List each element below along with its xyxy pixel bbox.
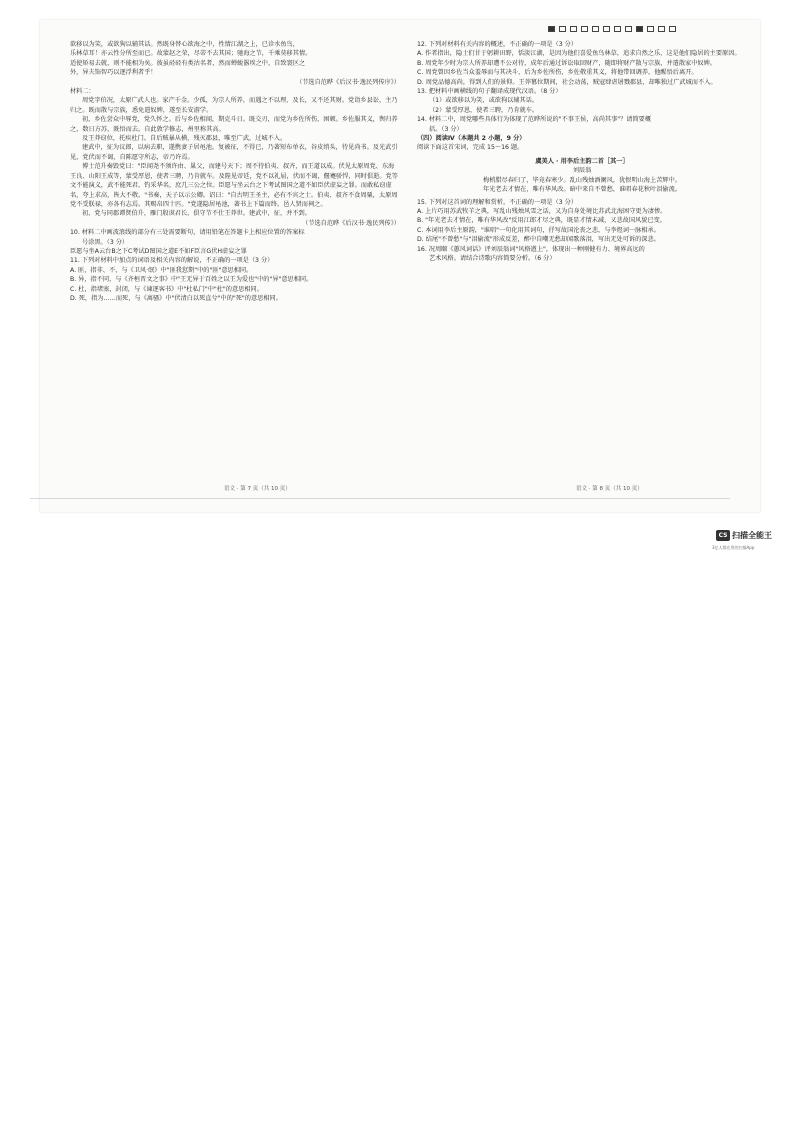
scanner-watermark — [716, 530, 772, 541]
question-11: 11. 下列对材料中加点的词语及相关内容的解说，不正确的一项是（3 分） — [70, 257, 274, 265]
camscanner-logo-icon: CS — [716, 530, 730, 541]
question-10-cont: 号涂黑。（3 分） — [82, 238, 129, 246]
option-d: D. 周党品德高尚，得到人们的景仰。王莽篡位期间，社会动荡，贼寇肆虐屠戮郡县，却唯独过广武城而不入。 — [417, 78, 717, 86]
answer-marker-boxes — [548, 26, 676, 32]
section-heading: （四）阅读Ⅳ（本题共 2 小题，9 分） — [417, 135, 526, 143]
option-a: A. 匪，指非、不，与《卫风·氓》中"匪我愆期"中的"匪"意思相同。 — [70, 266, 253, 274]
intro-line: 适使矫易去就，则不能相为矣。彼虽硁硁有类沽名者，然而蝉蜕嚣埃之中，自致寰区之 — [70, 59, 306, 67]
question-10: 10. 材料二中画波浪线的部分有三处需要断句，请用铅笔在答题卡上相应位置的答案标 — [70, 229, 305, 237]
intro-line: 欲移以为笑，或欲狗以辅其话。然既身替心欲海之中，性情江湖之上，已诊水鱼鸟， — [70, 41, 299, 48]
option-b: B. "年光老去才情在，唯有华风改"反用江郎才尽之典，既显才情未减，又悲故国风貌已变。 — [417, 217, 666, 225]
section-intro: 阅读下面这首宋词，完成 15～16 题。 — [417, 144, 524, 152]
q10-sentence: 臣愿与坐A云台B之下C考试D图国之道E不如F臣言G伏H虚妄之罪 — [70, 247, 247, 255]
option-a: A. 上片巧用苏武牧羊之典，写乱山残烛风雪之话，又为自身处境比苏武北海困守更为凄惨。 — [417, 207, 667, 215]
question-13: 13. 把材料中画横线的句子翻译成现代汉语。（8 分） — [417, 88, 562, 96]
question-16: 16. 况周颐《蕙风词话》评刘辰翁词"风格遒上"，体现出一种刚健有力、境界高远的 — [417, 245, 645, 253]
scanner-tagline: 3亿人都在用的扫描App — [712, 545, 755, 550]
intro-line: 乐林草耳！亦云性分所至而已。故蒙赵之荣，尽蒂不去其国；驰海之节，千乘莫移其情。 — [70, 50, 312, 58]
source-citation: （节选自范晔《后汉书·逸民列传序》） — [295, 78, 400, 86]
material-paragraph: 初，乡佐尝众中辱党，党久怀之。后与乡佐相闻，期克斗日。既交刃，而党为乡佐所伤，困顿。乡佐服其义，舆归养之，数日方苏，既悟而去。自此敦学修志，州里称其高。 — [70, 116, 398, 133]
option-b: B. 异，指不同，与《齐桓晋文之事》中"王无异于百姓之以王为爱也"中的"异"意思相同。 — [70, 276, 313, 284]
page-footer: 语文 · 第 7 页（共 10 页） — [224, 486, 291, 492]
poem-title: 虞美人 · 用李后主韵二首［其一］ — [535, 157, 629, 165]
poem-line: 梅梢腊尽春归了，毕竟春寒少。乱山残烛酒阑风，犹恨明山海上苦辉中。 — [483, 176, 681, 184]
question-14-cont: 括。（3 分） — [429, 125, 463, 133]
option-c: C. 杜，指堵塞，封闭，与《谏逐客书》中"杜私门"中"杜"的意思相同。 — [70, 285, 263, 293]
option-c: C. 周党曾因乡佐当众羞辱而与其决斗，后为乡佐所伤，乡佐敬重其义，将他带回调养，他醒悟后离开。 — [417, 69, 698, 77]
poem-line: 年光老去才情在，唯有华风改。暗中来自不曾愁，谁唱春花秋叶泪偷流。 — [483, 186, 681, 194]
divider — [30, 498, 730, 499]
page-7 — [70, 40, 400, 303]
material-paragraph: 建武中，征为议郎，以病去职，遂携妻子居黾池。复被征，不得已，乃著短布单衣，谷皮绡头，待见尚书。及光武引见，党伏而不谒，自陈愿守所志，帝乃许焉。 — [70, 144, 398, 161]
page-footer: 语文 · 第 8 页（共 10 页） — [576, 486, 643, 492]
question-16-cont: 艺术风格。请结合诗歌内容简要分析。（6 分） — [429, 254, 556, 262]
option-b: B. 周党年少时为宗人所养却遭不公对待，成年后通过诉讼取回财产，随即将财产散与宗族，并遣散家中奴婢。 — [417, 59, 716, 67]
option-d: D. 结尾"不曾愁"与"泪偷流"形成反差，醉中自嘲无愁却闻歌落泪，写出无处可诉的深悲。 — [417, 236, 660, 244]
material-paragraph: 周党字伯况，太原广武人也。家产千金。少孤，为宗人所养，而遇之不以理，及长，又不还其财。党诣乡县讼，主乃归之。既而散与宗族，悉免遣奴婢，遂至长安游学。 — [70, 97, 398, 114]
material-paragraph: 博士范升奏毁党曰："臣闻尧不须许由、巢父，而建号天下；周不待伯夷、叔齐，而王道以成。伏见太原周党、东海王良、山阳王成等，蒙受厚恩，使者三聘，乃肯就车。及陛见帝廷，党不以礼屈，伏而不谒，偃蹇骄悍，同时俱逝。党等文不能演义，武不能死君，钓采华名，庶几三公之位。臣愿与坐云台之下考试图国之道不如臣伏虚妄之罪。而敢私窃虚名，夸上求高，皆大不敬。"书奏，天子以示公卿。诏曰："自古明王圣主，必有不宾之士。伯夷、叔齐不食周粟，太原周党不受朕禄，亦各有志焉。其赐帛四十匹。"党遂隐居黾池，著书上下篇而终。邑人贤而祠之。 — [70, 163, 398, 208]
material-paragraph: 及王莽窃位，托疾杜门。自后贼暴从横，残灭郡县，唯至广武，过城不入。 — [82, 135, 287, 143]
material-heading: 材料二： — [70, 88, 95, 96]
question-15: 15. 下列对这首词的理解和赏析，不正确的一项是（3 分） — [417, 198, 578, 206]
q13-item: （2）蒙受厚恩，使者三聘，乃肯就车。 — [429, 106, 539, 114]
q13-item: （1）或欲移以为笑，或欲狗以辅其话。 — [429, 97, 539, 105]
question-14: 14. 材料二中，周党哪些具体行为体现了范晔所说的"不事王侯，高尚其事"？请简要概 — [417, 116, 652, 124]
scanner-app-name: 扫描全能王 — [732, 531, 772, 540]
page-8 — [417, 40, 747, 263]
exam-spread — [40, 20, 760, 512]
option-a: A. 作者指出，隐士们甘于躬耕田野，恬淡江湖，是因为他们喜爱鱼鸟林草，追求自然之乐，这是他们隐居的主要原因。 — [417, 50, 741, 58]
option-d: D. 死，指为……而死，与《离骚》中"伏清白以死直兮"中的"死"的意思相同。 — [70, 294, 282, 302]
option-c: C. 本词用李后主原韵，"谁唱"一句化用其词句，抒写故国沦丧之悲，与李煜词一脉相承。 — [417, 226, 660, 234]
intro-line: 外，异夫饰智巧以逐浮利者乎！ — [70, 69, 157, 77]
poem-author: 刘辰翁 — [572, 167, 592, 175]
question-12: 12. 下列对材料有关内容的概述，不正确的一项是（3 分） — [417, 41, 578, 48]
material-paragraph: 初，党与同郡谭贤伯升，雁门殷谟君长，俱守节不仕王莽世。建武中，征，并不到。 — [82, 210, 311, 218]
source-citation: （节选自范晔《后汉书·逸民列传》） — [302, 219, 400, 227]
